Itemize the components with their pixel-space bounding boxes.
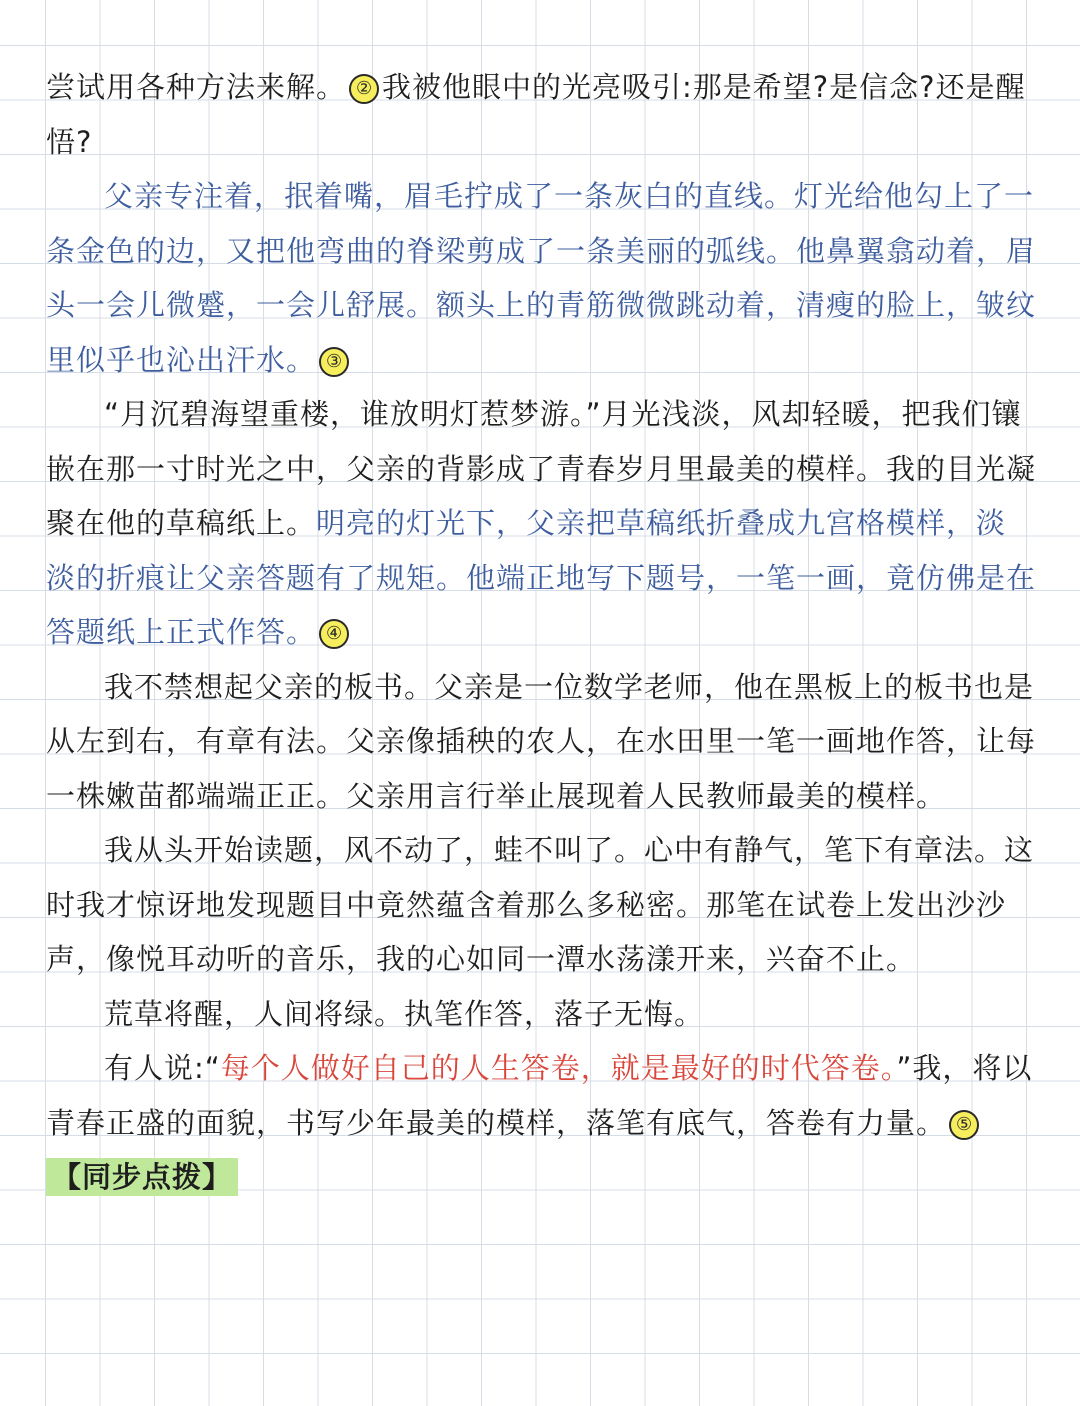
paragraph-1 [46,60,1036,169]
paragraph-5-text: 我从头开始读题，风不动了，蛙不叫了。心中有静气，笔下有章法。这时我才惊讶地发现题目中竟然蕴含着那么多秘密。那笔在试卷上发出沙沙声，像悦耳动听的音乐，我的心如同一潭水荡漾开来，兴奋不止。 [46,833,1035,976]
annotation-marker-4: ④ [319,619,349,649]
paragraph-2-highlight-text: 父亲专注着，抿着嘴，眉毛拧成了一条灰白的直线。灯光给他勾上了一条金色的边，又把他弯曲的脊梁剪成了一条美丽的弧线。他鼻翼翕动着，眉头一会儿微蹙，一会儿舒展。额头上的青筋微微跳动着，清瘦的脸上，皱纹里似乎也沁出汗水。 [46,179,1037,377]
paragraph-7-quote-text: 每个人做好自己的人生答卷，就是最好的时代答卷。 [220,1051,897,1085]
paragraph-5 [46,823,1036,987]
annotation-marker-2: ② [349,74,379,104]
paragraph-3 [46,387,1036,660]
paragraph-6-text: 荒草将醒，人间将绿。执笔作答，落子无悔。 [104,996,705,1031]
paragraph-3-highlight-text: 明亮的灯光下，父亲把草稿纸折叠成九宫格模样，淡淡的折痕让父亲答题有了规矩。他端正地写下题号，一笔一画，竟仿佛是在答题纸上正式作答。 [46,506,1037,649]
paragraph-6 [46,987,1036,1042]
essay-body [46,60,1036,1205]
paragraph-1-text-a: 尝试用各种方法来解。 [46,70,347,104]
paragraph-4 [46,660,1036,824]
paragraph-7-text-a: 有人说:“ [104,1051,221,1085]
paragraph-3-text: “月沉碧海望重楼，谁放明灯惹梦游。”月光浅淡，风却轻暖，把我们镶嵌在那一寸时光之中，父亲的背影成了青春岁月里最美的模样。我的目光凝聚在他的草稿纸上。 [46,397,1037,540]
section-heading [46,1150,1036,1205]
annotation-marker-3: ③ [319,347,349,377]
paragraph-1-text-b: 我被他眼中的光亮吸引:那是希望?是信念?还是醒悟? [46,70,1026,159]
paragraph-7-text-b: ”我，将以青春正盛的面貌，书写少年最美的模样，落笔有底气，答卷有力量。 [46,1051,1033,1140]
section-tag-sync-tips: 【同步点拨】 [46,1158,238,1196]
paragraph-4-text: 我不禁想起父亲的板书。父亲是一位数学老师，他在黑板上的板书也是从左到右，有章有法。父亲像插秧的农人，在水田里一笔一画地作答，让每一株嫩苗都端端正正。父亲用言行举止展现着人民教师最美的模样。 [46,669,1037,813]
annotation-marker-5: ⑤ [949,1110,979,1140]
paragraph-2 [46,169,1036,387]
paragraph-7 [46,1041,1036,1150]
